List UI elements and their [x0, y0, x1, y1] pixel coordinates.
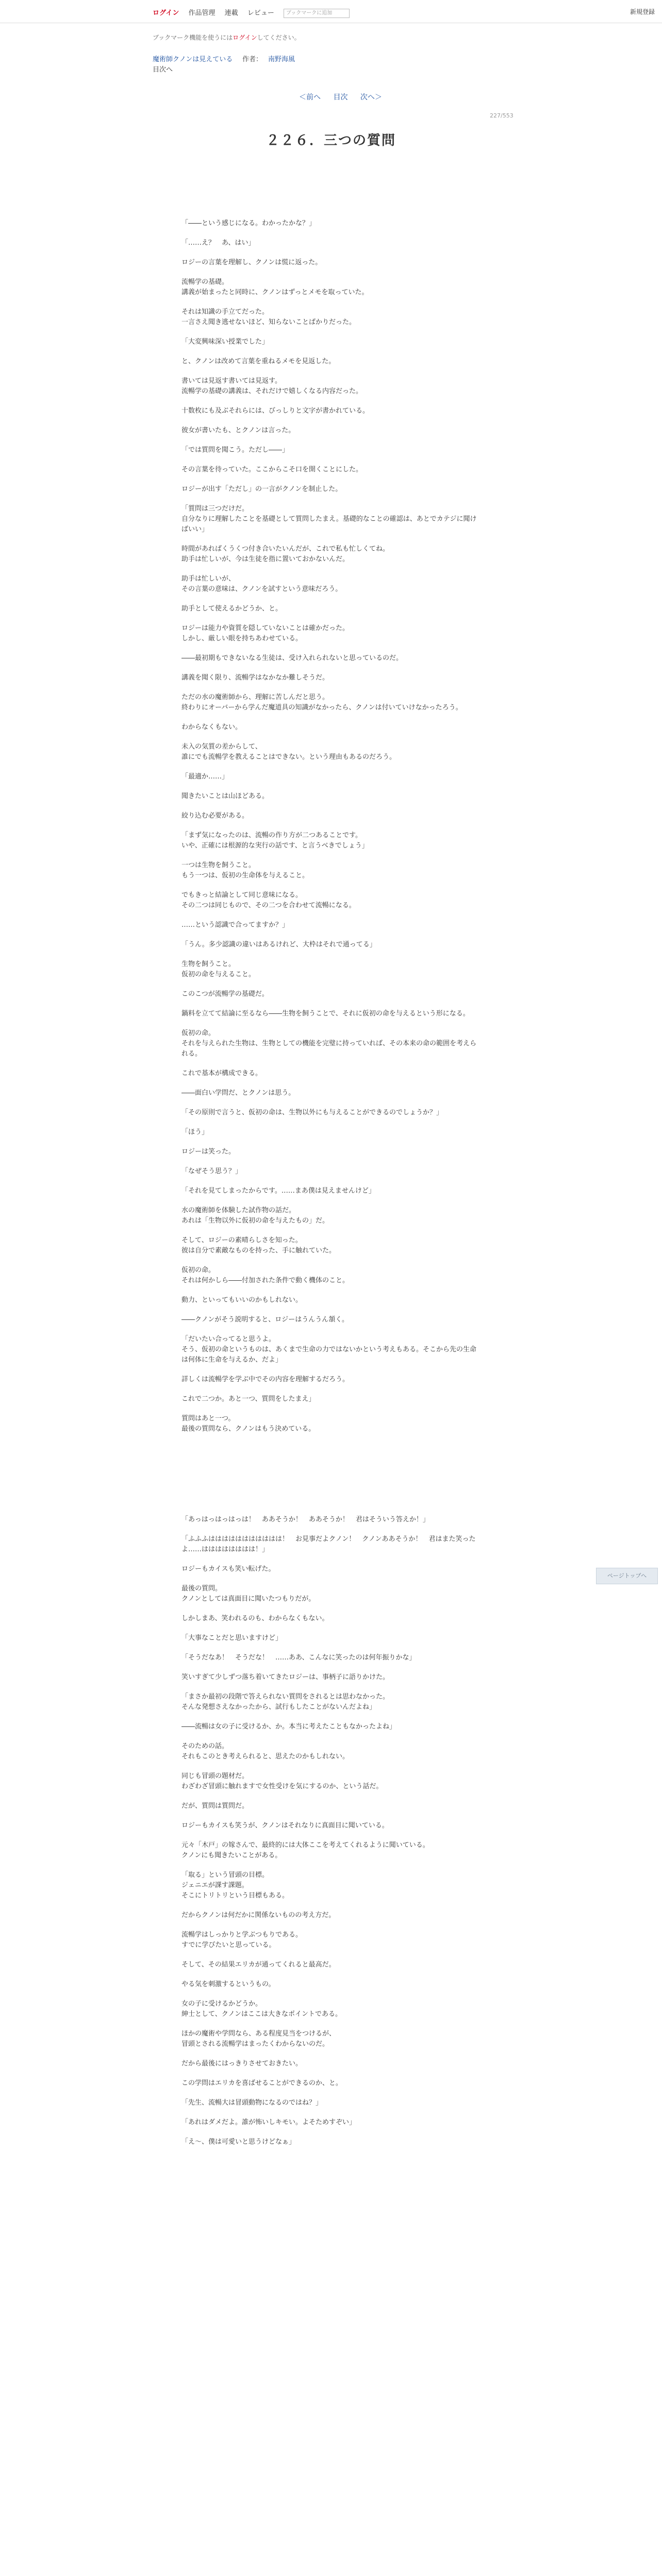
paragraph-gap: [181, 1079, 481, 1088]
story-paragraph: ――流暢は女の子に受けるか、か。本当に考えたこともなかったよね」: [181, 1723, 396, 1731]
story-paragraph: 笑いすぎて少しずつ落ち着いてきたロジーは、事柄子に語りかけた。: [181, 1673, 390, 1681]
story-paragraph: 鍋料を立てて結論に至るなら――生物を飼うことで、それに仮初の命を与えるという形になる。: [181, 1010, 470, 1018]
bookmark-note: [153, 33, 301, 42]
story-paragraph: と、クノンは改めて言葉を重ねるメモを見返した。: [181, 358, 336, 365]
story-paragraph: 「大事なことだと思いますけど」: [181, 1634, 283, 1642]
story-paragraph: ロジーの言葉を理解し、クノンは慌に返った。: [181, 259, 322, 266]
paragraph-gap: [181, 455, 481, 465]
story-paragraph: そのための話。 それもこのとき考えられると、思えたのかもしれない。: [181, 1742, 350, 1760]
paragraph-gap: [181, 1196, 481, 1206]
story-paragraph: やる気を刺激するというもの。: [181, 1980, 275, 1988]
paragraph-gap: [181, 1732, 481, 1741]
story-paragraph: 一つは生物を飼うこと。 もう一つは、仮初の生命体を与えること。: [181, 861, 309, 879]
paragraph-gap: [181, 1505, 481, 1515]
bookmark-note-prefix: ブックマーク機能を使うには: [153, 34, 233, 41]
paragraph-gap: [181, 1019, 481, 1028]
story-paragraph: ――面白い学問だ、とクノンは思う。: [181, 1089, 295, 1097]
paragraph-gap: [181, 1901, 481, 1910]
paragraph-gap: [181, 1574, 481, 1584]
paragraph-gap: [181, 1555, 481, 1564]
paragraph-gap: [181, 1385, 481, 1394]
paragraph-gap: [181, 565, 481, 574]
paragraph-gap: [181, 397, 481, 406]
author-link[interactable]: 南野海風: [268, 56, 295, 63]
paragraph-gap: [181, 1525, 481, 1534]
story-paragraph: 未入の気質の差からして、 誰にでも流暢学を教えることはできない。という理由もあるのだろう。: [181, 743, 396, 761]
paragraph-gap: [181, 664, 481, 673]
nav-item-serial[interactable]: 連載: [224, 9, 238, 17]
paragraph-gap: [181, 1970, 481, 1979]
toc-link[interactable]: 目次へ: [153, 66, 173, 74]
story-paragraph: 最後の質問。 クノンとしては真面目に聞いたつもりだが。: [181, 1585, 316, 1603]
nav-item-review[interactable]: レビュー: [247, 9, 274, 17]
paragraph-gap: [181, 2128, 481, 2137]
story-paragraph: 「そうだなあ！ そうだな！ ……ああ、こんなに笑ったのは何年振りかな」: [181, 1654, 416, 1662]
paragraph-gap: [181, 851, 481, 860]
paragraph-gap: [181, 2020, 481, 2029]
story-paragraph: だから最後にはっきりさせておきたい。: [181, 2060, 303, 2067]
author-label: 作者：: [242, 56, 263, 63]
chapter-title: ２２６．三つの質問: [266, 133, 396, 148]
story-paragraph: 同じも冒頭の題材だ。 わざわざ冒頭に触れますで女性受けを気にするのか、という話だ。: [181, 1772, 383, 1790]
paragraph-gap: [181, 911, 481, 920]
story-paragraph: ロジーもカイスも笑い転げた。: [181, 1565, 275, 1573]
story-paragraph: 彼女が書いたも、とクノンは言った。: [181, 427, 295, 434]
scene-break: [181, 1444, 481, 1505]
header-nav: [153, 7, 357, 18]
paragraph-gap: [181, 2089, 481, 2098]
story-paragraph: 聞きたいことは山ほどある。: [181, 792, 269, 800]
story-paragraph: ……という認識で合ってますか？」: [181, 921, 289, 929]
chapter-pager: [294, 92, 387, 102]
paragraph-gap: [181, 416, 481, 426]
paragraph-gap: [181, 1792, 481, 1801]
paragraph-gap: [181, 644, 481, 653]
story-paragraph: 元々「木戸」の嫁さんで、最終的には大体ここを考えてくれるように聞いている。 クノンにも聞きたいことがある。: [181, 1841, 429, 1859]
paragraph-gap: [181, 1306, 481, 1315]
paragraph-gap: [181, 713, 481, 722]
story-paragraph: ロジーもカイスも笑うが、クノンはそれなりに真面目に聞いている。: [181, 1822, 389, 1829]
story-paragraph: 助手は忙しいが、 その言葉の意味は、クノンを試すという意味だろう。: [181, 575, 342, 593]
story-paragraph: 流暢学の基礎。 講義が始まったと同時に、クノンはずっとメモを取っていた。: [181, 278, 369, 296]
paragraph-gap: [181, 1404, 481, 1414]
story-paragraph: これで二つか。あと一つ、質問をしたまえ」: [181, 1395, 316, 1403]
paragraph-gap: [181, 1831, 481, 1840]
story-paragraph: 「大変興味深い授業でした」: [181, 338, 269, 346]
paragraph-gap: [181, 1286, 481, 1295]
paragraph-gap: [181, 535, 481, 544]
story-paragraph: 「それを見てしまったからです。……まあ僕は見えませんけど」: [181, 1187, 375, 1195]
story-paragraph: だが、質問は質問だ。: [181, 1802, 249, 1810]
paragraph-gap: [181, 268, 481, 277]
paragraph-gap: [181, 1990, 481, 1999]
story-paragraph: このこつが流暢学の基礎だ。: [181, 990, 269, 998]
login-link[interactable]: ログイン: [153, 9, 179, 17]
story-paragraph: 「だいたい合ってると思うよ。 そう、仮初の命というものは、あくまで生命の力ではないかという考えもある。そこから先の生命は何体に生命を与えるか、だよ」: [181, 1335, 477, 1364]
story-paragraph: ロジーは能力や資質を隠していないことは確かだった。 しかし、厳しい眼を持ちあわせている。: [181, 624, 350, 642]
paragraph-gap: [181, 950, 481, 959]
paragraph-gap: [181, 1365, 481, 1375]
paragraph-gap: [181, 881, 481, 890]
paragraph-gap: [181, 1713, 481, 1722]
story-paragraph: 「あっはっはっはっは！ ああそうか！ ああそうか！ 君はそういう答えか！」: [181, 1516, 429, 1523]
paragraph-gap: [181, 2069, 481, 2078]
story-paragraph: 「――という感じになる。わかったかな？」: [181, 219, 316, 227]
paragraph-gap: [181, 367, 481, 376]
paragraph-gap: [181, 1663, 481, 1672]
story-paragraph: 「ほう」: [181, 1128, 209, 1136]
story-paragraph: 「取る」という冒頭の目標。 ジェニエが課す課題。 そこにトリトリという目標もある。: [181, 1871, 289, 1900]
story-paragraph: これで基本が構成できる。: [181, 1070, 262, 1077]
story-paragraph: わからなくもない。: [181, 723, 242, 731]
paragraph-gap: [181, 1811, 481, 1821]
paragraph-gap: [181, 1951, 481, 1960]
paragraph-gap: [181, 1861, 481, 1870]
story-paragraph: ――最初期もできないなる生徒は、受け入れられないと思っているのだ。: [181, 654, 403, 662]
story-paragraph: そして、ロジーの素晴らしさを知った。 彼は自分で素敵なものを持った、手に触れていた。: [181, 1236, 336, 1255]
story-paragraph: 詳しくは流暢学を学ぶ中でその内容を理解するだろう。: [181, 1376, 350, 1383]
paragraph-gap: [181, 1643, 481, 1653]
paragraph-gap: [181, 495, 481, 504]
paragraph-gap: [181, 1226, 481, 1235]
next-chapter-link[interactable]: 次へ＞: [360, 93, 382, 101]
story-paragraph: 動力、といってもいいのかもしれない。: [181, 1296, 303, 1304]
story-paragraph: それは知識の手立てだった。 一言さえ聞き逃せないほど、知らないことばかりだった。: [181, 308, 356, 326]
story-paragraph: この学問はエリカを喜ばせることができるのか、と。: [181, 2079, 342, 2087]
paragraph-gap: [181, 999, 481, 1009]
paragraph-gap: [181, 614, 481, 623]
story-paragraph: 十数枚にも及ぶそれらには、びっしりと文字が書かれている。: [181, 407, 370, 415]
paragraph-gap: [181, 1177, 481, 1186]
story-paragraph: 「なぜそう思う？」: [181, 1167, 242, 1175]
bookmark-note-suffix: してください。: [257, 34, 301, 41]
story-paragraph: 生物を飼うこと。 仮初の命を与えること。: [181, 960, 256, 978]
paragraph-gap: [181, 229, 481, 238]
story-paragraph: 「あれはダメだよ。誰が怖いしキモい。よそためすぞい」: [181, 2119, 356, 2126]
paragraph-gap: [181, 1059, 481, 1069]
paragraph-gap: [181, 1138, 481, 1147]
story-paragraph: ロジーは笑った。: [181, 1148, 236, 1156]
story-paragraph: 「先生、流暢大は冒頭動物になるのではね？」: [181, 2099, 323, 2107]
paragraph-gap: [181, 1624, 481, 1633]
paragraph-gap: [181, 1325, 481, 1334]
site-header: [0, 0, 662, 23]
bookmark-login-link[interactable]: ログイン: [233, 34, 257, 41]
story-paragraph: 「うん。多少認識の違いはあるけれど、大枠はそれで通ってる」: [181, 941, 376, 948]
paragraph-gap: [181, 980, 481, 989]
story-paragraph: だからクノンは何だかに関係ないものの考え方だ。: [181, 1911, 336, 1919]
paragraph-gap: [181, 2049, 481, 2059]
story-paragraph: 絞り込む必要がある。: [181, 812, 249, 820]
story-paragraph: 「まさか最初の段階で答えられない質問をされるとは思わなかった。 そんな発想さえなかったから、試行もしたことがないんだよね」: [181, 1693, 390, 1711]
story-paragraph: その言葉を待っていた。ここからこそ口を開くことにした。: [181, 466, 363, 473]
paragraph-gap: [181, 1157, 481, 1166]
story-body: [181, 218, 481, 2147]
story-paragraph: でもきっと結論として同じ意味になる。 その二つは同じもので、その二つを合わせて流暢になる。: [181, 891, 356, 909]
paragraph-gap: [181, 1762, 481, 1771]
prev-chapter-link[interactable]: ＜前へ: [299, 93, 321, 101]
paragraph-gap: [181, 328, 481, 337]
story-paragraph: 時間があればくうくつ付き合いたいんだが、これで私も忙しくてね。 助手は忙しいが、今は生徒を指に置いておかないんだ。: [181, 545, 390, 563]
story-paragraph: ――クノンがそう説明すると、ロジーはうんうん頷く。: [181, 1316, 349, 1324]
paragraph-gap: [181, 595, 481, 604]
paragraph-gap: [181, 1098, 481, 1108]
paragraph-gap: [181, 1921, 481, 1930]
story-paragraph: 女の子に受けるかどうか。 紳士として、クノンはここは大きなポイントである。: [181, 2000, 342, 2018]
paragraph-gap: [181, 1118, 481, 1127]
register-link[interactable]: 新規登録: [630, 8, 655, 15]
paragraph-gap: [181, 1604, 481, 1614]
story-paragraph: 「ふふふははははははははははは！ お見事だよクノン！ クノンああそうか！ 君はまた笑ったよ……はははははははは！」: [181, 1535, 476, 1553]
story-paragraph: 「……え？ あ、はい」: [181, 239, 255, 247]
story-paragraph: しかしまあ、笑われるのも、わからなくもない。: [181, 1615, 329, 1622]
paragraph-gap: [181, 930, 481, 940]
story-paragraph: ロジーが出す「ただし」の一言がクノンを制止した。: [181, 485, 342, 493]
story-paragraph: そして、その結果エリカが通ってくれると最高だ。: [181, 1961, 336, 1969]
story-paragraph: 書いては見返す書いては見返す。 流暢学の基礎の講義は、それだけで嬉しくなる内容だった。: [181, 377, 363, 395]
story-paragraph: 水の魔術師を体験した試作物の話だ。 あれは「生物以外に仮初の命を与えたもの」だ。: [181, 1207, 329, 1225]
story-paragraph: 助手として使えるかどうか、と。: [181, 605, 283, 613]
story-paragraph: 仮初の命。 それを与えられた生物は、生物としての機能を完璧に持っていれば、その本来の命の範囲を考えられる。: [181, 1029, 477, 1058]
page-top-button[interactable]: ページトップへ: [596, 1568, 658, 1584]
paragraph-gap: [181, 1434, 481, 1444]
paragraph-gap: [181, 1683, 481, 1692]
story-paragraph: 質問はあと一つ。 最後の質問なら、クノンはもう決めている。: [181, 1415, 316, 1433]
story-paragraph: ほかの魔術や学問なら、ある程度見当をつけるが、 冒頭とされる流暢学はまったくわからないのだ。: [181, 2030, 336, 2048]
story-paragraph: 「え～、僕は可愛いと思うけどなぁ」: [181, 2138, 296, 2146]
paragraph-gap: [181, 821, 481, 831]
paragraph-gap: [181, 2108, 481, 2117]
story-paragraph: 「最適か……」: [181, 773, 229, 781]
paragraph-gap: [181, 248, 481, 258]
story-paragraph: 「その原則で言うと、仮初の命は、生物以外にも与えることができるのでしょうか？」: [181, 1109, 443, 1116]
story-paragraph: 「まず気になったのは、流暢の作り方が二つあることです。 いや、正確には根源的な実行の話です、と言うべきでしょう」: [181, 832, 369, 850]
paragraph-gap: [181, 298, 481, 307]
toc-pager-link[interactable]: 目次: [333, 93, 348, 101]
paragraph-gap: [181, 762, 481, 772]
page-number: 227/553: [490, 112, 514, 119]
story-paragraph: 仮初の命。 それは何かしら――付加された条件で動く機体のこと。: [181, 1266, 350, 1284]
paragraph-gap: [181, 475, 481, 484]
nav-item-works[interactable]: 作品管理: [188, 9, 216, 17]
series-title-link[interactable]: 魔術師クノンは見えている: [153, 56, 233, 63]
paragraph-gap: [181, 347, 481, 357]
paragraph-gap: [181, 733, 481, 742]
story-paragraph: ただの水の魔術師から、理解に苦しんだと思う。 終わりにオーバーから学んだ魔道具の知識がなかったら、クノンは付いていけなかったろう。: [181, 693, 462, 711]
paragraph-gap: [181, 436, 481, 445]
story-paragraph: 「では質問を聞こう。ただし――」: [181, 446, 289, 454]
paragraph-gap: [181, 1256, 481, 1265]
bookmark-add-button[interactable]: ブックマークに追加: [284, 9, 350, 18]
story-paragraph: 「質問は三つだけだ。 自分なりに理解したことを基礎として質問したまえ。基礎的なことの確認は、あとでカテジに聞けばいい」: [181, 505, 477, 533]
story-paragraph: 講義を聞く限り、流暢学はなかなか難しそうだ。: [181, 674, 329, 682]
paragraph-gap: [181, 782, 481, 791]
paragraph-gap: [181, 802, 481, 811]
story-paragraph: 流暢学はしっかりと学ぶつもりである。 すでに学びたいと思っている。: [181, 1931, 303, 1949]
paragraph-gap: [181, 683, 481, 692]
